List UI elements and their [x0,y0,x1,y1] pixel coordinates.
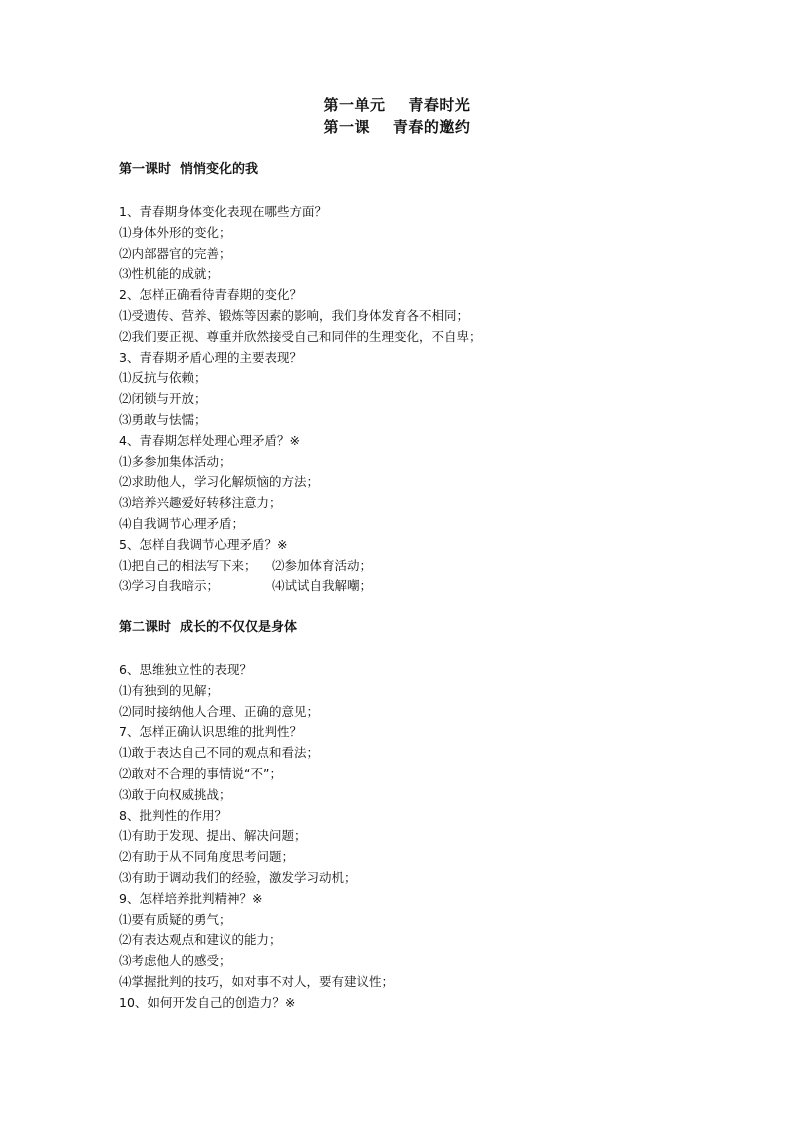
list-item: ⑶有助于调动我们的经验，激发学习动机； [119,869,357,885]
lesson-title: 第一课 青春的邀约 [323,118,471,136]
list-item: 1、青春期身体变化表现在哪些方面？ [119,204,327,219]
list-item: ⑵我们要正视、尊重并欣然接受自己和同伴的生理变化，不自卑； [119,328,482,344]
section-2-lines [119,660,679,1014]
list-item: ⑵敢对不合理的事情说“不”； [119,765,282,781]
list-item: ⑶学习自我暗示； [119,578,220,594]
list-item: ⑶勇敢与怯懦； [119,411,207,427]
list-item: ⑴受遗传、营养、锻炼等因素的影响，我们身体发育各不相同； [119,307,470,323]
list-item: ⑴多参加集体活动； [119,453,232,469]
list-item: ⑴把自己的相法写下来； [119,557,257,573]
list-item: ⑶考虑他人的感受； [119,953,232,969]
list-item-pair [119,576,679,597]
list-item: ⑴要有质疑的勇气； [119,911,232,927]
list-item: 10、如何开发自己的创造力？※ [119,994,296,1010]
list-item: ⑵求助他人，学习化解烦恼的方法； [119,474,320,490]
list-item: ⑵有表达观点和建议的能力； [119,932,282,948]
list-item: ⑴有助于发现、提出、解决问题； [119,828,307,844]
list-item: ⑵有助于从不同角度思考问题； [119,849,295,865]
list-item: 2、怎样正确看待青春期的变化？ [119,287,302,303]
section-heading-2: 第二课时 成长的不仅仅是身体 [119,620,298,635]
list-item: ⑶性机能的成就； [119,266,220,282]
list-item: ⑵同时接纳他人合理、正确的意见； [119,703,320,719]
list-item: 7、怎样正确认识思维的批判性？ [119,724,302,740]
list-item: 6、思维独立性的表现？ [119,662,252,677]
list-item: ⑶敢于向权威挑战； [119,786,232,802]
list-item: ⑵闭锁与开放； [119,391,207,407]
title-block [0,94,794,138]
list-item: ⑶培养兴趣爱好转移注意力； [119,495,282,511]
section-heading-1: 第一课时 悄悄变化的我 [119,162,259,177]
list-item: ⑵参加体育活动； [272,557,373,573]
list-item: 5、怎样自我调节心理矛盾？※ [119,536,288,552]
list-item: 4、青春期怎样处理心理矛盾？※ [119,432,300,448]
list-item: 3、青春期矛盾心理的主要表现？ [119,349,302,365]
list-item: ⑴反抗与依赖； [119,370,207,386]
list-item-pair [119,556,679,577]
list-item: ⑴有独到的见解； [119,682,220,698]
list-item: 8、批判性的作用？ [119,807,227,823]
list-item: ⑴敢于表达自己不同的观点和看法； [119,745,320,761]
list-item: ⑷自我调节心理矛盾； [119,515,245,531]
list-item: ⑵内部器官的完善； [119,245,232,261]
list-item: 9、怎样培养批判精神？※ [119,890,263,906]
list-item: ⑷试试自我解嘲； [272,578,373,594]
list-item: ⑷掌握批判的技巧，如对事不对人，要有建议性； [119,973,395,989]
section-1-lines [119,202,679,597]
unit-title: 第一单元 青春时光 [323,96,471,114]
list-item: ⑴身体外形的变化； [119,224,232,240]
